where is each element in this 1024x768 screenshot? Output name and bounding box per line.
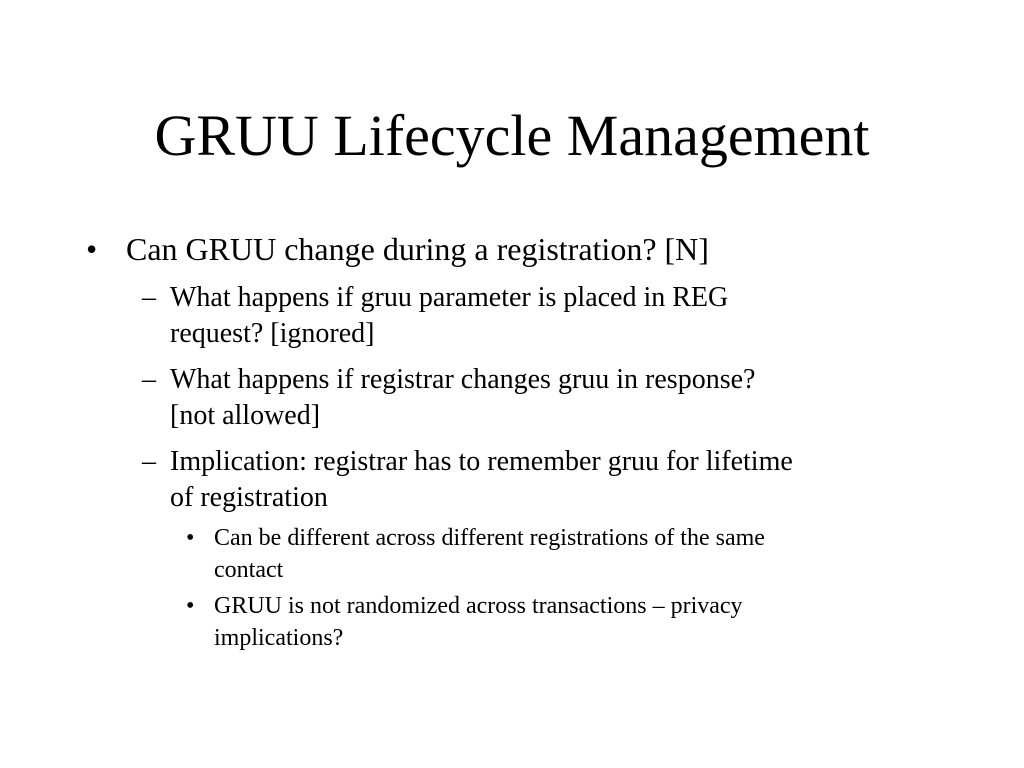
- slide-title: GRUU Lifecycle Management: [154, 103, 870, 168]
- bullet-text-line: contact: [214, 557, 284, 583]
- bullet-text-line: What happens if registrar changes gruu in response?: [170, 364, 756, 395]
- bullet-text-line: Can be different across different registrations of the same: [214, 525, 765, 551]
- bullet-text-line: implications?: [214, 625, 344, 651]
- bullet-marker: •: [186, 593, 195, 619]
- bullet-marker: •: [186, 525, 195, 551]
- bullet-text-line: [not allowed]: [170, 400, 321, 431]
- bullet-text-line: request? [ignored]: [170, 318, 375, 349]
- bullet-text-line: Implication: registrar has to remember gruu for lifetime: [170, 446, 793, 477]
- bullet-marker: •: [86, 231, 98, 267]
- bullet-text-line: of registration: [170, 482, 328, 513]
- dash-marker: –: [142, 282, 156, 313]
- dash-marker: –: [142, 446, 156, 477]
- bullet-text-line: GRUU is not randomized across transactions – privacy: [214, 593, 743, 619]
- bullet-text: Can GRUU change during a registration? [N]: [126, 231, 709, 267]
- dash-marker: –: [142, 364, 156, 395]
- bullet-text-line: What happens if gruu parameter is placed in REG: [170, 282, 729, 313]
